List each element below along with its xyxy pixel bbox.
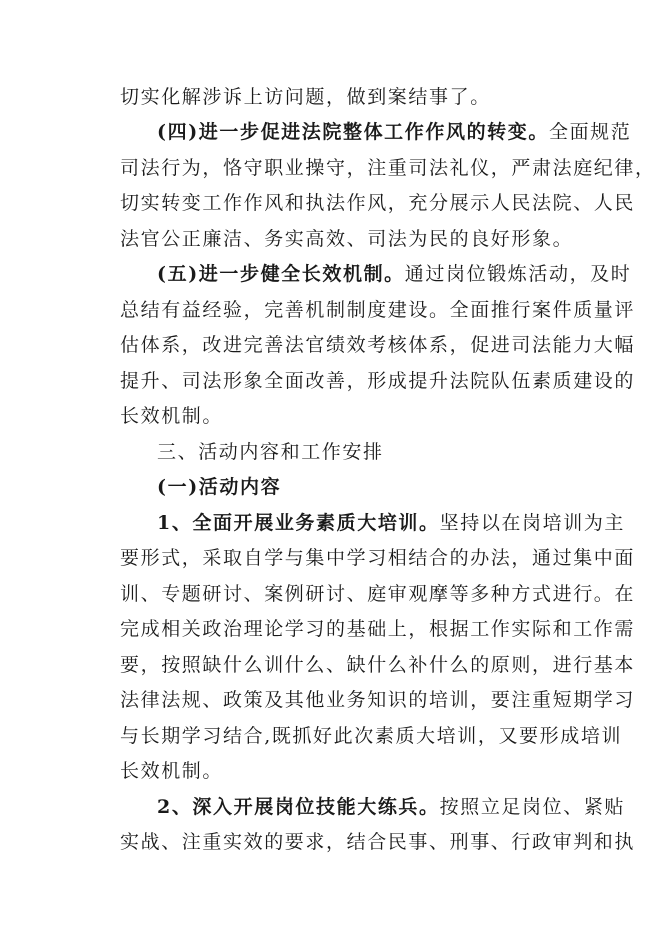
para-line: 司法行为，恪守职业操守，注重司法礼仪，严肃法庭纪律， [120,157,656,179]
heading-line: (五)进一步健全长效机制。通过岗位锻炼活动，及时 [157,263,632,285]
heading-line: (四)进一步促进法院整体工作作风的转变。全面规范 [157,121,632,143]
para-line: 长效机制。 [120,405,224,427]
para-line: 切实转变工作作风和执法作风，充分展示人民法院、人民 [120,192,636,214]
section-heading: (五)进一步健全长效机制。 [157,263,405,285]
section-heading: (四)进一步促进法院整体工作作风的转变。 [157,121,549,143]
para-line: 要，按照缺什么训什么、缺什么补什么的原则，进行基本 [120,654,636,676]
para-line: 法律法规、政策及其他业务知识的培训，要注重短期学习 [120,689,636,711]
chapter-heading: 三、活动内容和工作安排 [157,441,384,463]
heading-line: 2、深入开展岗位技能大练兵。按照立足岗位、紧贴 [157,796,626,818]
para-line: 与长期学习结合,既抓好此次素质大培训，又要形成培训 [120,725,623,747]
para-line: 实战、注重实效的要求，结合民事、刑事、行政审判和执 [120,831,636,853]
para-line: 要形式，采取自学与集中学习相结合的办法，通过集中面 [120,547,636,569]
item-heading: 2、深入开展岗位技能大练兵。 [157,796,440,818]
heading-line: 1、全面开展业务素质大培训。坚持以在岗培训为主 [157,512,626,534]
para-line: 切实化解涉诉上访问题，做到案结事了。 [120,86,491,108]
para-line: 长效机制。 [120,760,224,782]
para-line: 估体系，改进完善法官绩效考核体系，促进司法能力大幅 [120,334,636,356]
para-line: 提升、司法形象全面改善，形成提升法院队伍素质建设的 [120,370,636,392]
para-line: 法官公正廉洁、务实高效、司法为民的良好形象。 [120,228,574,250]
para-line: 总结有益经验，完善机制制度建设。全面推行案件质量评 [120,299,636,321]
subsection-heading: (一)活动内容 [157,476,282,498]
para-line: 训、专题研讨、案例研讨、庭审观摩等多种方式进行。在 [120,583,636,605]
para-line: 完成相关政治理论学习的基础上，根据工作实际和工作需 [120,618,636,640]
item-heading: 1、全面开展业务素质大培训。 [157,512,440,534]
